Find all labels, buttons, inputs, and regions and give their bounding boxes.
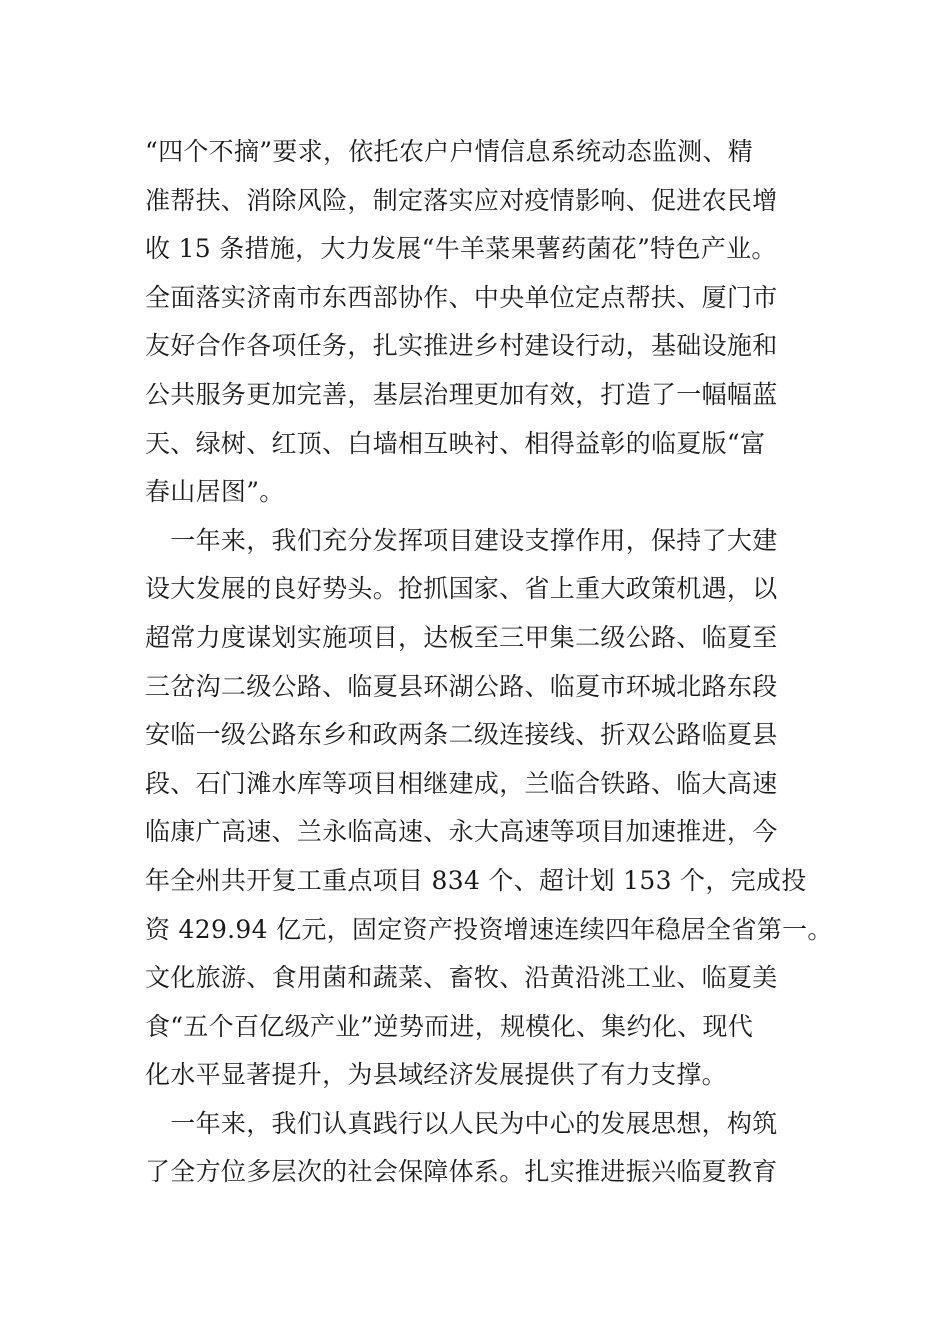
- text-line: 友好合作各项任务，扎实推进乡村建设行动，基础设施和: [145, 331, 778, 361]
- text-line: 收 15 条措施，大力发展“牛羊菜果薯药菌花”特色产业。: [145, 234, 777, 264]
- text-line: 文化旅游、食用菌和蔬菜、畜牧、沿黄沿洮工业、临夏美: [145, 963, 778, 993]
- text-line: 三岔沟二级公路、临夏县环湖公路、临夏市环城北路东段: [145, 671, 778, 701]
- text-line: 食“五个百亿级产业”逆势而进，规模化、集约化、现代: [145, 1011, 754, 1041]
- text-line: 安临一级公路东乡和政两条二级连接线、折双公路临夏县: [145, 720, 778, 750]
- body-text: [145, 128, 845, 1197]
- text-line: 全面落实济南市东西部协作、中央单位定点帮扶、厦门市: [145, 282, 778, 312]
- text-line: 资 429.94 亿元，固定资产投资增速连续四年稳居全省第一。: [145, 914, 833, 944]
- text-line: 公共服务更加完善，基层治理更加有效，打造了一幅幅蓝: [145, 379, 778, 409]
- text-line: 年全州共开复工重点项目 834 个、超计划 153 个，完成投: [145, 865, 807, 895]
- text-line: 了全方位多层次的社会保障体系。扎实推进振兴临夏教育: [145, 1157, 778, 1187]
- text-line: 一年来，我们认真践行以人民为中心的发展思想，构筑: [145, 1108, 778, 1138]
- text-line: 设大发展的良好势头。抢抓国家、省上重大政策机遇，以: [145, 574, 778, 604]
- text-line: 一年来，我们充分发挥项目建设支撑作用，保持了大建: [145, 525, 778, 555]
- text-line: “四个不摘”要求，依托农户户情信息系统动态监测、精: [145, 137, 754, 166]
- text-line: 春山居图”。: [145, 477, 285, 507]
- text-line: 超常力度谋划实施项目，达板至三甲集二级公路、临夏至: [145, 622, 778, 652]
- text-line: 化水平显著提升，为县域经济发展提供了有力支撑。: [145, 1060, 727, 1090]
- text-line: 准帮扶、消除风险，制定落实应对疫情影响、促进农民增: [145, 185, 778, 215]
- text-line: 临康广高速、兰永临高速、永大高速等项目加速推进，今: [145, 817, 778, 847]
- text-line: 天、绿树、红顶、白墙相互映衬、相得益彰的临夏版“富: [145, 428, 766, 458]
- text-line: 段、石门滩水库等项目相继建成，兰临合铁路、临大高速: [145, 768, 778, 798]
